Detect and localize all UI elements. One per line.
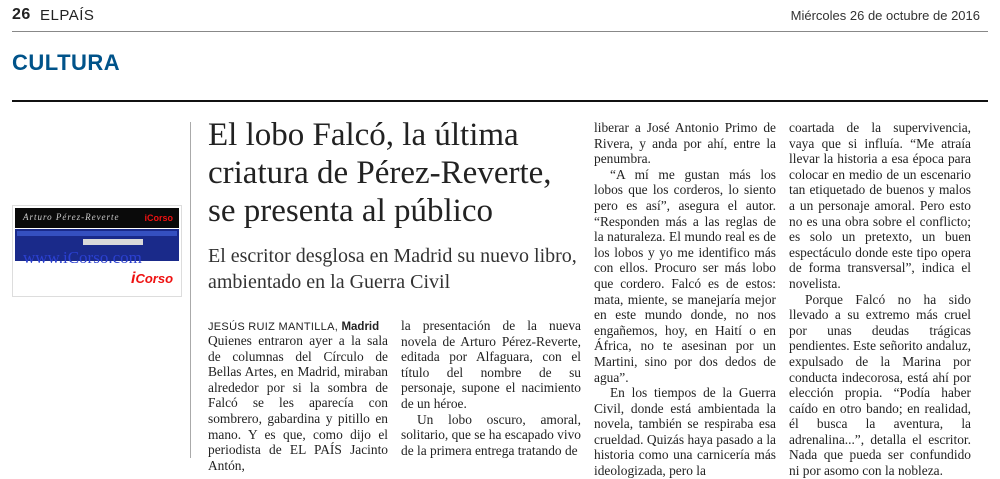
ad-search-box bbox=[83, 239, 143, 245]
body-column-2 bbox=[401, 318, 581, 458]
corso-logo-text: Corso bbox=[135, 271, 174, 286]
corso-logo bbox=[131, 270, 173, 288]
paragraph: Porque Falcó no ha sido llevado a su extremo más cruel por unas deudas trágicas pendientes. Este señorito andaluz, expulsado de la Marina por conducta indecorosa, está ahí por elección propia. “Podía haber caído en otro bando; en realidad, él busca la aventura, la adrenalina...”, detalla el escritor. Nada que pueda ser confundido ni por asomo con la nobleza. bbox=[789, 291, 971, 479]
ad-url[interactable]: www.iCorso.com bbox=[23, 248, 142, 267]
dateline: Madrid bbox=[341, 321, 380, 333]
article-headline: El lobo Falcó, la última criatura de Pérez-Reverte, se presenta al público bbox=[208, 117, 552, 229]
corso-logo-mark: i bbox=[131, 270, 136, 287]
paragraph: Quienes entraron ayer a la sala de columnas del Círculo de Bellas Artes, en Madrid, miraban alrededor por si la sombra de Falcó se les aparecía con sombrero, gabardina y pitillo en mano. Y es que, como dijo el periodista de EL PAÍS Jacinto Antón, bbox=[208, 333, 388, 473]
paragraph: la presentación de la nueva novela de Arturo Pérez-Reverte, editada por Alfaguara, con el título del nombre de su personaje, supone el nacimiento de un héroe. bbox=[401, 318, 581, 411]
ad-corso-mark: iCorso bbox=[144, 213, 173, 223]
body-column-4 bbox=[789, 120, 971, 479]
column-divider bbox=[190, 122, 191, 458]
section-rule bbox=[12, 100, 988, 102]
paragraph: coartada de la supervivencia, vaya que si influía. “Me atraía llevar la historia a esa época para colocar en medio de un escenario tan etiquetado de buenos y malos a un personaje amoral. Pero esto no es una obra sobre el conflicto; es solo un pretexto, un buen espectáculo donde este tipo opera de forma transversal”, indica el novelista. bbox=[789, 120, 971, 291]
section-title: CULTURA bbox=[12, 50, 121, 75]
ad-banner-title: Arturo Pérez-Reverte bbox=[23, 212, 120, 222]
paragraph: “A mí me gustan más los lobos que los corderos, lo siento pero es así”, asegura el autor. “Responden más a las reglas de la naturaleza. El mundo real es de los lobos y yo me identifico más con ellos. Procuro ser más lobo que cordero. Falcó es de estos: mata, miente, se manejaría mejor en este mundo donde, no nos engañemos, hoy, en Haití o en África, no te asesinan por un Martini, sino por dos dedos de agua”. bbox=[594, 166, 776, 385]
paragraph: liberar a José Antonio Primo de Rivera, y anda por ahí, entre la penumbra. bbox=[594, 120, 776, 167]
ad-menu-bar bbox=[17, 231, 177, 236]
article-subheadline: El escritor desglosa en Madrid su nuevo libro, ambientado en la Guerra Civil bbox=[208, 245, 577, 293]
newspaper-name: ELPAÍS bbox=[40, 7, 95, 24]
paragraph: Un lobo oscuro, amoral, solitario, que se ha escapado vivo de la primera entrega tratando de bbox=[401, 411, 581, 458]
top-rule bbox=[12, 31, 988, 32]
body-column-3 bbox=[594, 120, 776, 479]
paragraph: En los tiempos de la Guerra Civil, donde está ambientada la novela, también se respiraba esa crueldad. Quizás haya pasado a la historia como una carnicería más ideologizada, pero la bbox=[594, 385, 776, 479]
ad-banner bbox=[15, 208, 179, 228]
body-column-1 bbox=[208, 333, 388, 473]
issue-date: Miércoles 26 de octubre de 2016 bbox=[790, 8, 980, 23]
page-number: 26 bbox=[12, 6, 31, 23]
author-name: JESÚS RUIZ MANTILLA, bbox=[208, 321, 339, 333]
corso-advertisement[interactable] bbox=[12, 205, 182, 297]
